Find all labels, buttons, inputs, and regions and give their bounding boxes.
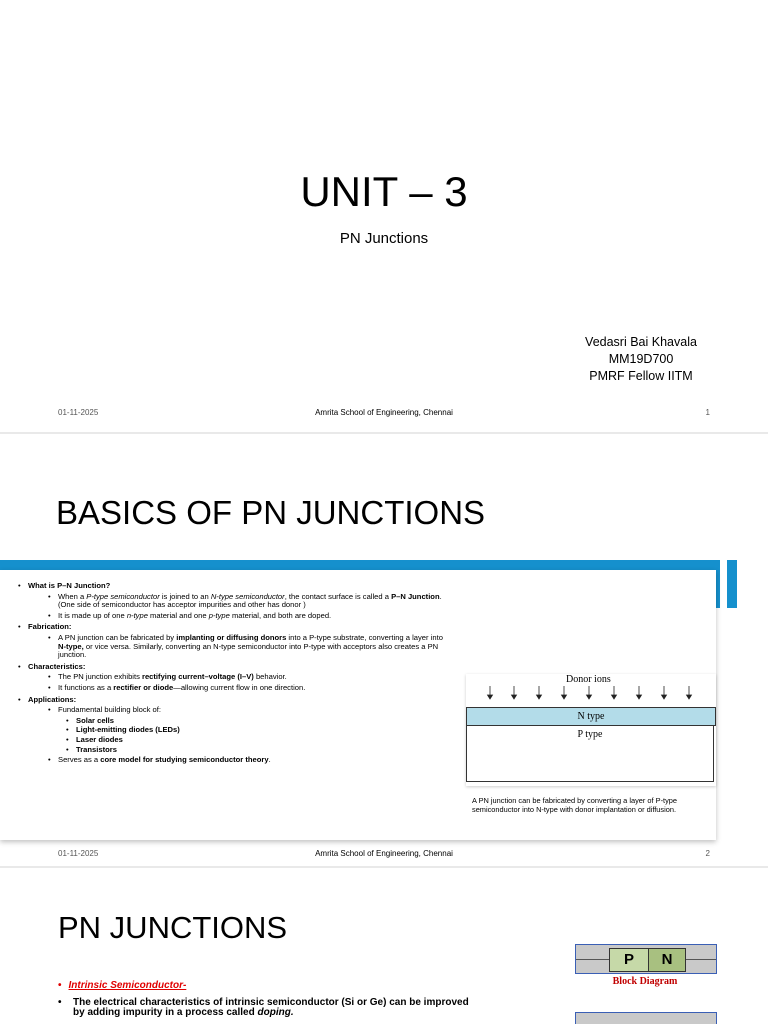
text: is joined to an [159, 591, 211, 601]
slide-title: PN JUNCTIONS [58, 910, 288, 945]
text: A PN junction can be fabricated by [58, 632, 177, 642]
list-item [58, 673, 444, 682]
list-item [58, 706, 444, 754]
text: rectifying current–voltage (I–V) [142, 672, 254, 682]
list-item [76, 736, 444, 745]
slide-3 [0, 868, 768, 1024]
list-item [28, 696, 444, 765]
second-diagram [575, 1012, 717, 1024]
bullet-intrinsic [58, 980, 186, 991]
slide-title: UNIT – 3 [300, 168, 468, 215]
text: p-type [208, 610, 230, 620]
list-item [58, 593, 444, 610]
text: Intrinsic Semiconductor- [68, 980, 187, 991]
slide-2 [0, 434, 768, 866]
donor-arrows [484, 686, 704, 700]
text: implanting or diffusing donors [176, 632, 287, 642]
list-item [76, 726, 444, 735]
footer-page-number: 2 [705, 849, 710, 858]
slide-subtitle: PN Junctions [339, 230, 429, 247]
text: . [268, 755, 271, 765]
block-diagram-label: Block Diagram [612, 976, 678, 987]
accent-bar-vertical-inner [716, 570, 720, 608]
footer-page-number: 1 [705, 408, 710, 417]
text: The electrical characteristics of intrinsic semiconductor (Si or Ge) can be improved by adding impurity in a process called [73, 997, 469, 1018]
section-heading: Applications: [28, 694, 77, 704]
text: material, and both are doped. [229, 610, 332, 620]
text: N-type, [58, 641, 84, 651]
n-type-layer: N type [466, 707, 716, 726]
bullet-content [14, 582, 444, 768]
text: core model for studying semiconductor theory [100, 755, 269, 765]
text: Fundamental building block of: [58, 705, 162, 715]
footer-date: 01-11-2025 [58, 408, 99, 417]
bullet-doping [58, 998, 478, 1018]
text: Laser diodes [76, 734, 123, 744]
p-region: P [609, 948, 649, 972]
text: into a P-type substrate, converting a layer into [286, 632, 443, 642]
section-heading: What is P–N Junction? [28, 581, 111, 590]
author-name: Vedasri Bai Khavala [585, 335, 697, 349]
pn-fabrication-diagram [466, 674, 716, 786]
text: , the contact surface is called a [284, 591, 392, 601]
footer-institution: Amrita School of Engineering, Chennai [315, 408, 453, 417]
text: material and one [147, 610, 209, 620]
list-item [28, 663, 444, 693]
pn-block-diagram [575, 944, 717, 974]
bullet-dot: • [58, 997, 62, 1008]
accent-bar [0, 560, 720, 570]
list-item [58, 756, 444, 765]
footer-institution: Amrita School of Engineering, Chennai [315, 849, 453, 858]
author-role: PMRF Fellow IITM [589, 369, 693, 383]
footer-date: 01-11-2025 [58, 849, 99, 858]
author-block [530, 334, 752, 385]
author-id: MM19D700 [608, 352, 674, 366]
list-item [28, 623, 444, 659]
list-item [76, 717, 444, 726]
text: Light-emitting diodes (LEDs) [76, 725, 180, 735]
n-region: N [648, 948, 686, 972]
text: It functions as a [58, 682, 114, 692]
list-item [58, 634, 444, 660]
slide-title: BASICS OF PN JUNCTIONS [56, 494, 486, 531]
text: Solar cells [76, 715, 114, 725]
section-heading: Fabrication: [28, 622, 72, 632]
text: behavior. [253, 672, 287, 682]
text: Transistors [76, 744, 117, 754]
accent-bar-vertical [727, 560, 737, 608]
section-heading: Characteristics: [28, 661, 86, 671]
slide-1 [0, 0, 768, 432]
list-item [28, 582, 444, 620]
donor-ions-label: Donor ions [566, 674, 611, 685]
bullet-dot: • [58, 980, 62, 991]
text: doping. [257, 1007, 294, 1018]
text: P–N Junction [391, 591, 440, 601]
list-item [58, 612, 444, 621]
text: N-type semiconductor [210, 591, 285, 601]
list-item [76, 746, 444, 755]
list-item [58, 684, 444, 693]
text: . (One side of semiconductor has acceptor impurities and other has donor ) [58, 591, 442, 610]
text: P-type semiconductor [86, 591, 160, 601]
diagram-caption: A PN junction can be fabricated by converting a layer of P-type semiconductor into N-type with donor implantation or diffusion. [472, 796, 677, 814]
text: or vice versa. Similarly, converting an N-type semiconductor into P-type with acceptors also creates a PN junction. [58, 641, 439, 660]
text: rectifier or diode [113, 682, 174, 692]
text: When a [58, 591, 87, 601]
text: —allowing current flow in one direction. [173, 682, 306, 692]
text: It is made up of one [58, 610, 127, 620]
p-type-layer: P type [466, 725, 714, 782]
text: The PN junction exhibits [58, 672, 142, 682]
text: n-type [126, 610, 148, 620]
text: Serves as a [58, 755, 101, 765]
